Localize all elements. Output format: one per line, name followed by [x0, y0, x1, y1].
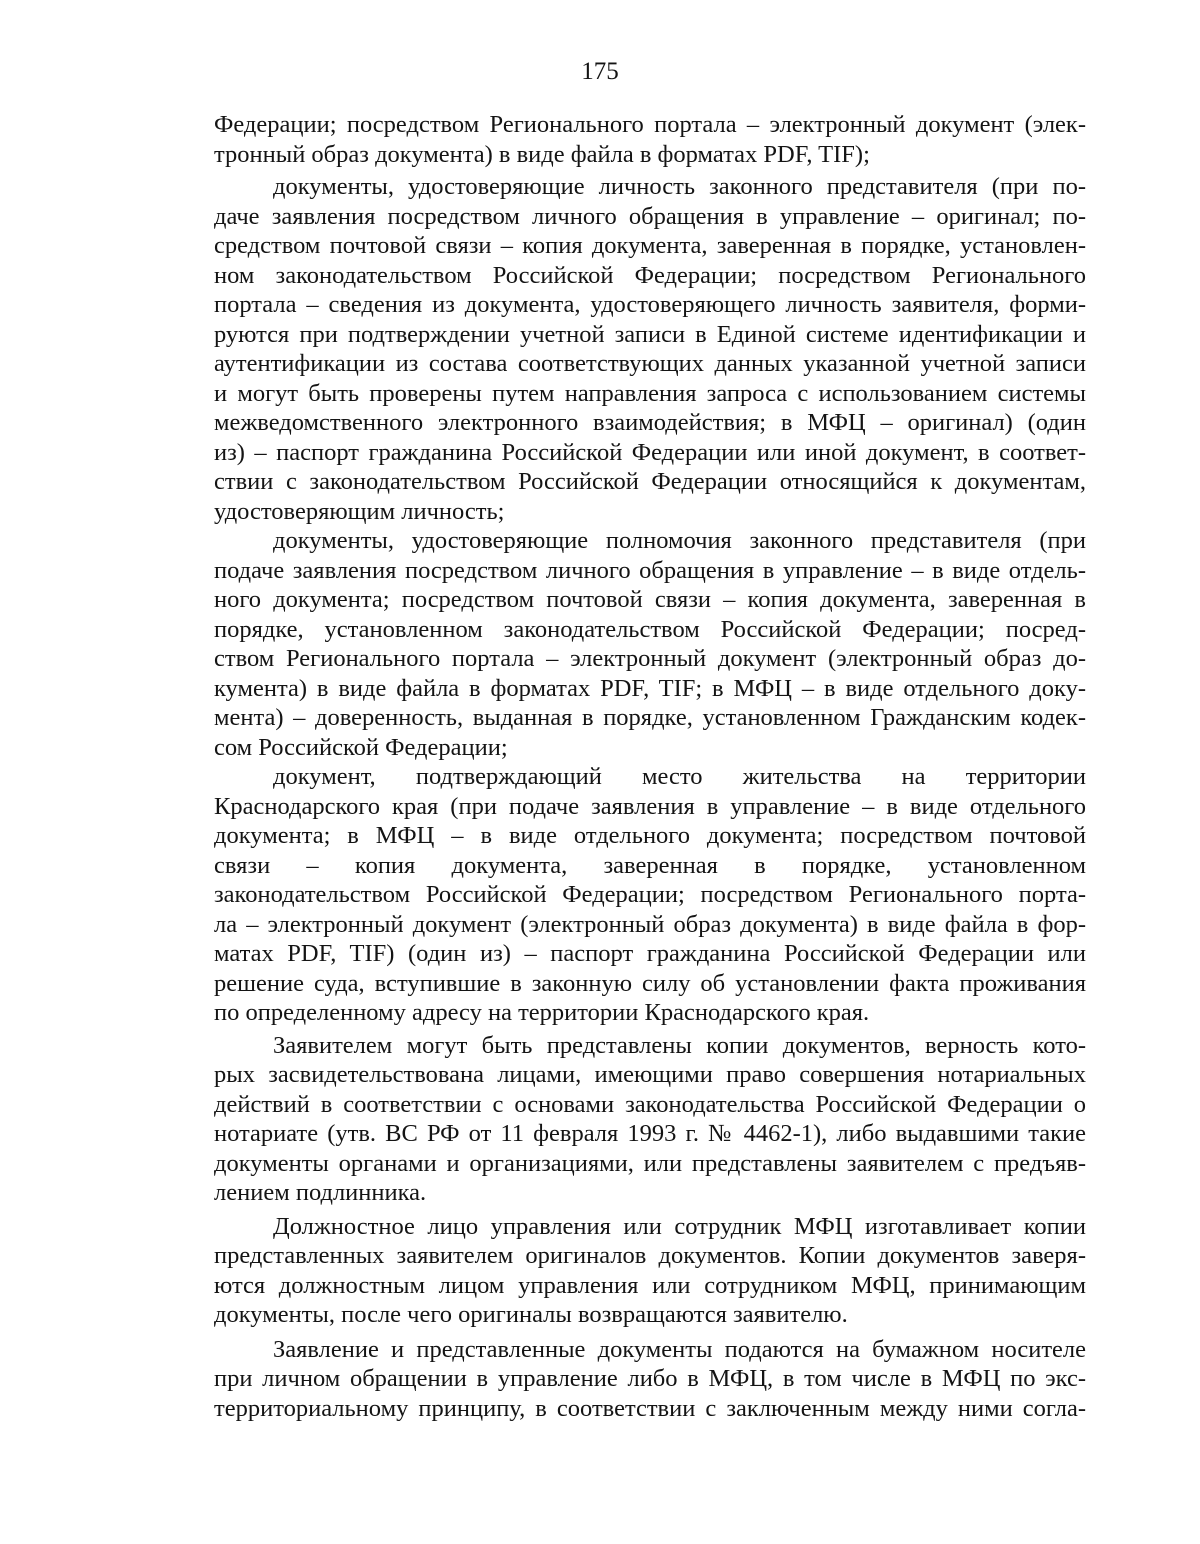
text-line: представленных заявителем оригиналов документов. Копии документов заверя-	[214, 1242, 1086, 1269]
text-line: из) – паспорт гражданина Российской Федерации или иной документ, в соответ-	[214, 438, 1086, 466]
text-line: мента) – доверенность, выданная в порядке, установленном Гражданским кодек-	[214, 704, 1086, 731]
page-number: 175	[581, 58, 619, 85]
text-line: даче заявления посредством личного обращения в управление – оригинал; по-	[214, 202, 1086, 230]
text-line: законодательством Российской Федерации; посредством Регионального порта-	[214, 881, 1086, 908]
text-line: средством почтовой связи – копия документа, заверенная в порядке, установлен-	[214, 232, 1086, 259]
text-line: порядке, установленном законодательством Российской Федерации; посред-	[214, 615, 1086, 643]
text-line: руются при подтверждении учетной записи в Единой системе идентификации и	[214, 320, 1086, 348]
text-line: ного документа; посредством почтовой связи – копия документа, заверенная в	[214, 586, 1086, 613]
paragraph	[214, 172, 1086, 526]
text-line: и могут быть проверены путем направления запроса с использованием системы	[214, 379, 1086, 407]
text-line: Должностное лицо управления или сотрудник МФЦ изготавливает копии	[273, 1212, 1086, 1240]
text-line: по определенному адресу на территории Краснодарского края.	[214, 999, 870, 1026]
text-line: ном законодательством Российской Федерации; посредством Регионального	[214, 261, 1086, 289]
text-line: ла – электронный документ (электронный образ документа) в виде файла в фор-	[214, 910, 1086, 938]
text-line: удостоверяющим личность;	[214, 497, 505, 525]
paragraph	[214, 762, 1086, 1028]
text-line: ством Регионального портала – электронный документ (электронный образ до-	[214, 645, 1086, 672]
text-line: решение суда, вступившие в законную силу об установлении факта проживания	[214, 969, 1086, 997]
paragraph	[214, 1335, 1086, 1424]
paragraph	[214, 526, 1086, 762]
text-line: рых засвидетельствована лицами, имеющими право совершения нотариальных	[214, 1061, 1086, 1088]
text-line: документа; в МФЦ – в виде отдельного документа; посредством почтовой	[214, 822, 1086, 849]
text-line: документы, удостоверяющие личность законного представителя (при по-	[273, 173, 1086, 200]
text-line: связи – копия документа, заверенная в порядке, установленном	[214, 851, 1086, 879]
text-line: кумента) в виде файла в форматах PDF, TIF; в МФЦ – в виде отдельного доку-	[214, 674, 1086, 702]
paragraph	[214, 110, 1086, 169]
document-body	[214, 110, 1086, 1423]
paragraph	[214, 1212, 1086, 1330]
text-line: ются должностным лицом управления или сотрудником МФЦ, принимающим	[214, 1271, 1086, 1299]
text-line: подаче заявления посредством личного обращения в управление – в виде отдель-	[214, 556, 1086, 584]
paragraph	[214, 1031, 1086, 1208]
text-line: документы органами и организациями, или представлены заявителем с предъяв-	[214, 1149, 1086, 1177]
text-line: матах PDF, TIF) (один из) – паспорт гражданина Российской Федерации или	[214, 940, 1086, 967]
text-line: территориальному принципу, в соответствии с заключенным между ними согла-	[214, 1394, 1086, 1422]
text-line: сом Российской Федерации;	[214, 733, 508, 761]
text-line: Заявителем могут быть представлены копии документов, верность кото-	[273, 1031, 1086, 1059]
text-line: документ, подтверждающий место жительства на территории	[273, 763, 1086, 790]
text-line: ствии с законодательством Российской Федерации относящийся к документам,	[214, 468, 1086, 495]
text-line: аутентификации из состава соответствующих данных указанной учетной записи	[214, 350, 1086, 377]
text-line: документы, после чего оригиналы возвращаются заявителю.	[214, 1301, 848, 1328]
text-line: Заявление и представленные документы подаются на бумажном носителе	[273, 1335, 1086, 1363]
text-line: межведомственного электронного взаимодействия; в МФЦ – оригинал) (один	[214, 409, 1086, 436]
text-line: лением подлинника.	[214, 1179, 427, 1206]
text-line: Краснодарского края (при подаче заявления в управление – в виде отдельного	[214, 792, 1086, 820]
text-line: Федерации; посредством Регионального портала – электронный документ (элек-	[214, 111, 1086, 138]
text-line: документы, удостоверяющие полномочия законного представителя (при	[273, 527, 1086, 554]
text-line: портала – сведения из документа, удостоверяющего личность заявителя, форми-	[214, 291, 1086, 318]
text-line: действий в соответствии с основами законодательства Российской Федерации о	[214, 1090, 1086, 1118]
text-line: при личном обращении в управление либо в МФЦ, в том числе в МФЦ по экс-	[214, 1365, 1086, 1392]
text-line: тронный образ документа) в виде файла в форматах PDF, TIF);	[214, 140, 870, 168]
text-line: нотариате (утв. ВС РФ от 11 февраля 1993 г. № 4462-1), либо выдавшими такие	[214, 1120, 1086, 1147]
